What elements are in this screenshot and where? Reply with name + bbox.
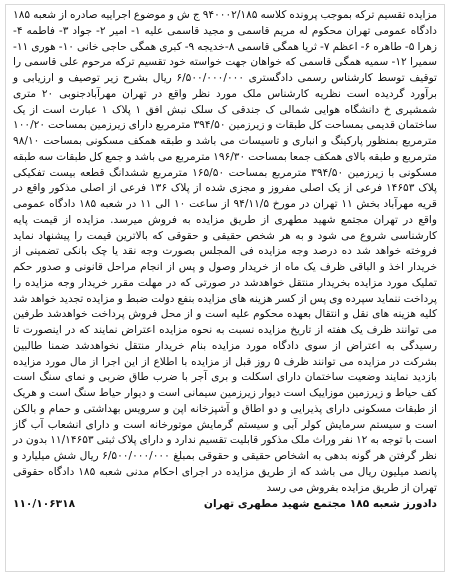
legal-notice-panel [5, 4, 445, 572]
notice-signature: دادورز شعبه ۱۸۵ مجتمع شهید مطهری تهران [203, 498, 437, 511]
notice-code: ۱۱۰/۱۰۶۳۱۸ [13, 498, 76, 511]
notice-body: مزایده تقسیم ترکه بموجب پرونده کلاسه ۹۴۰۰۰۲/۱۸۵ ج ش و موضوع اجراییه صادره از شعبه ۱۸۵ دادگاه عمومی تهران محکوم له مریم قاسمی و مجید قاسمی علیه ۱- امیر ۲- جواد ۳- فاطمه ۴- زهرا ۵- طاهره ۶- اعظم ۷- ثریا همگی قاسمی ۸-خدیجه ۹- کبری همگی حاجی خانی ۱۰- هوری ۱۱- سمیرا ۱۲- سمیه همگی قاسمی که خواهان جهت خواسته خود تقسیم ترکه مرحوم علی قاسمی را توقیف توسط کارشناس رسمی دادگستری ۶/۵۰۰/۰۰۰/۰۰۰ ریال بشرح زیر توصیف و ارزیابی و برآورد گردیده است نظریه کارشناس ملک مورد نظر واقع در تهران مهرآبادجنوبی ۲۰ متری شمشیری خ دانشگاه هوایی شمالی ک جندقی ک سلک نبش افق ۱ پلاک ۱ عبارت است از یک ساختمان قدیمی بمساحت کل طبقات و زیرزمین ۳۹۴/۵۰ مترمربع دارای زیرزمین بمساحت ۱۰۰/۲۰ مترمربع بمنظور پارکینگ و انباری و تاسیسات می باشد و طبقه همکف مسکونی بمساحت ۹۸/۱۰ مترمربع و طبقه بالای همکف جمعا بمساحت ۱۹۶/۳۰ مترمربع می باشد و جمع کل طبقات سه طبقه مسکونی با زیرزمین ۳۹۴/۵۰ مترمربع بمساحت ۱۶۵/۵۰ مترمربع ششدانگ قطعه بیست تفکیکی پلاک ۱۴۶۵۳ فرعی از یک اصلی مفروز و مجزی شده از پلاک ۱۳۶ فرعی از اصلی مذکور واقع در قریه مهرآباد بخش ۱۱ تهران در مورخ ۹۴/۱۱/۵ از ساعت ۱۰ الی ۱۱ در شعبه ۱۸۵ دادگاه عمومی واقع در تهران مجتمع شهید مطهری از طریق مزایده به فروش میرسد. مزایده از قیمت پایه کارشناسی شروع می شود و به هر شخص حقیقی و حقوقی که بالاترین قیمت را پیشنهاد نماید فروخته خواهد شد ده درصد وجه مزایده فی المجلس بصورت وجه نقد یا چک بانکی تضمینی از خریدار اخذ و الباقی ظرف یک ماه از خریدار وصول و پس از انجام مراحل قانونی و صدور حکم تملیک مورد مزایده بخریدار منتقل خواهدشد در صورتی که در مهلت مقرر خریدار وجه مزایده را پرداخت ننماید سپرده وی پس از کسر هزینه های مزایده بنفع دولت ضبط و مزایده تجدید خواهد شد کلیه هزینه های نقل و انتقال بعهده محکوم علیه است و از محل فروش پرداخت خواهدشد طرفین می توانند ظرف یک هفته از تاریخ مزایده نسبت به نحوه مزایده اعتراض نمایند که در اینصورت تا رسیدگی به اعتراض از سوی دادگاه مورد مزایده بنام خریدار منتقل نخواهدشد ضمنا طالبین بشرکت در مزایده می توانند ظرف ۵ روز قبل از مزایده با اطلاع از این اجرا از مال مورد مزایده بازدید نمایند وضعیت ساختمان دارای اسکلت و بری آجر با ضرب طاق ضربی و نمای سنگ است کف حیاط و زیرزمین موزاییک است دیوار زیرزمین سیمانی است و دیوار حیاط سنگ است و هریک از طبقات مسکونی دارای پذیرایی و دو اطاق و آشپزخانه اپن و سرویس بهداشتی و حمام و بالکن است و سیستم سرمایش کولر آبی و سیستم گرمایش موتورخانه است و دارای انشعاب آب گاز است با توجه به ۱۲ نفر وراث ملک مذکور قابلیت تقسیم ندارد و دارای پلاک ثبتی ۱۱/۱۴۶۵۳ بدون در نظر گرفتن هر گونه بدهی به اشخاص حقیقی و حقوقی بمبلغ ۶/۵۰۰/۰۰۰/۰۰۰ ریال شش میلیارد و پانصد میلیون ریال می باشد که از طریق مزایده در اجرای احکام مدنی شعبه ۱۸۵ دادگاه حقوقی تهران از طریق مزایده بفروش می رسد [13, 9, 438, 494]
notice-footer [13, 497, 437, 513]
